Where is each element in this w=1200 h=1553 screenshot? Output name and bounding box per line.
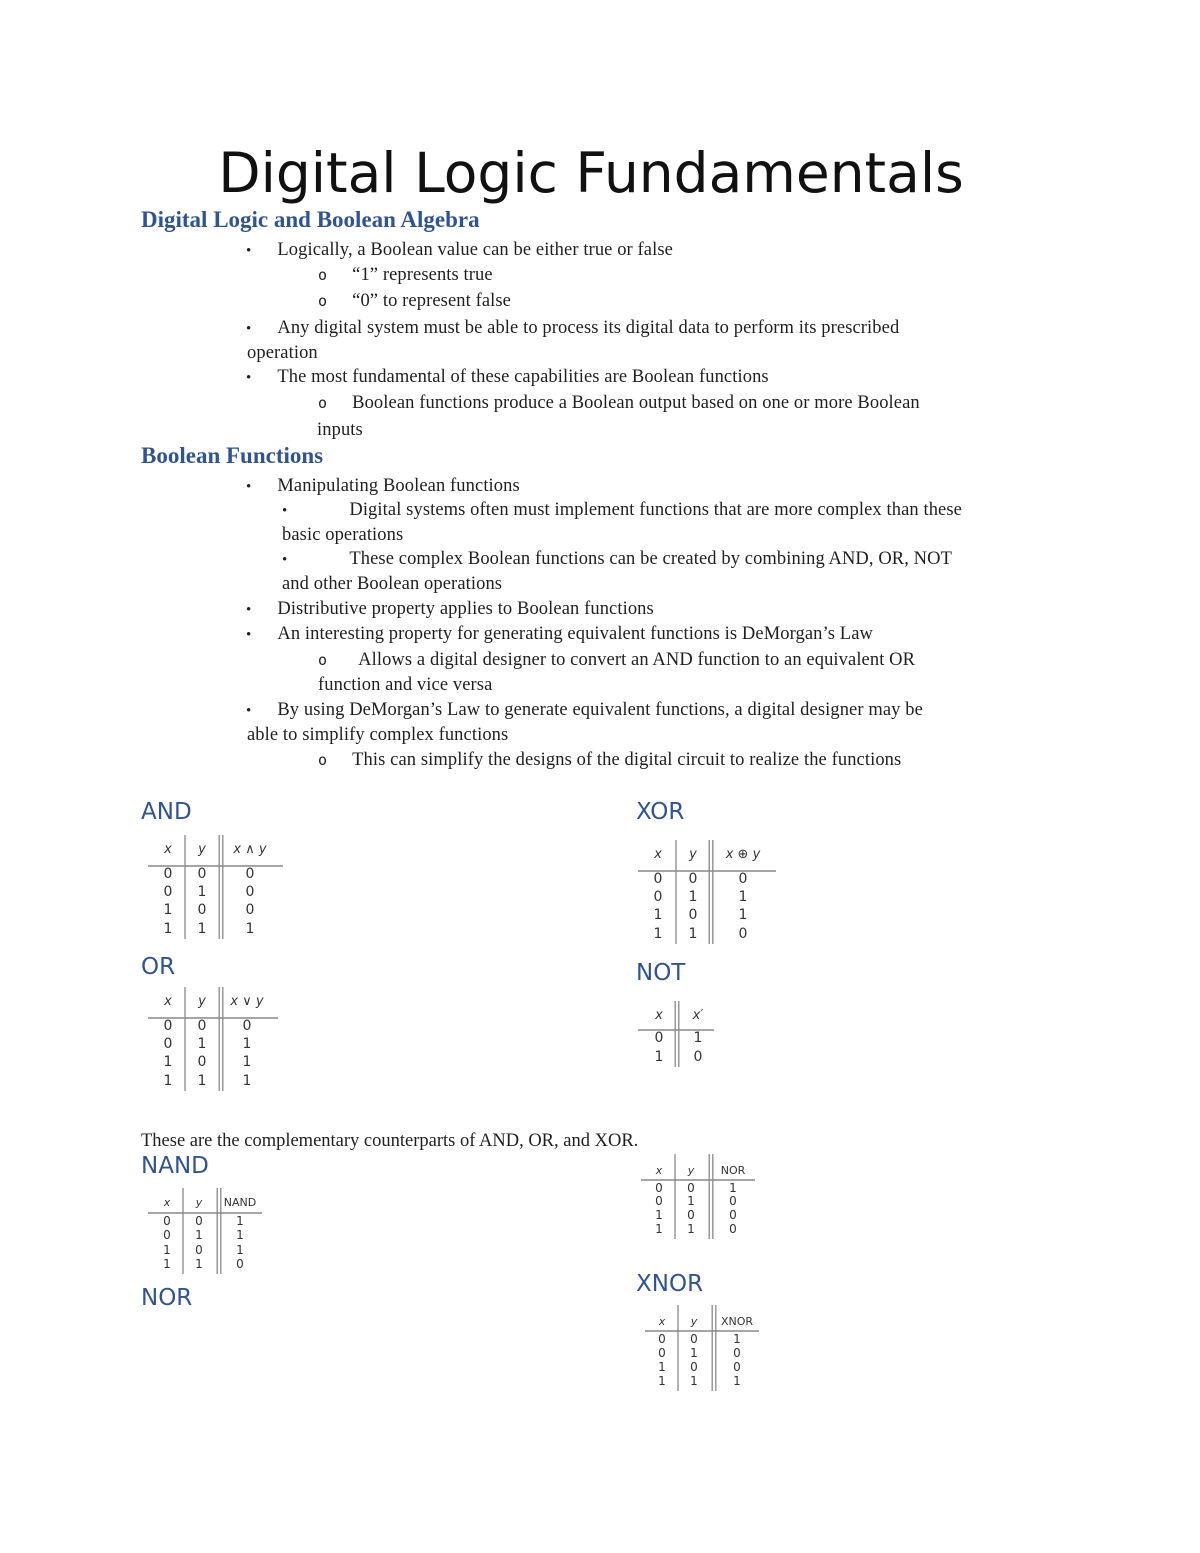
truth-table-or (146, 985, 286, 1097)
table-cell: 0 (163, 1228, 171, 1242)
gate-heading-or: OR (141, 954, 176, 980)
table-cell: 0 (729, 1194, 737, 1208)
truth-table-nand (146, 1186, 268, 1278)
table-cell: 0 (658, 1332, 666, 1346)
sub-bullet-icon: o (318, 292, 328, 310)
table-cell: 1 (688, 926, 698, 942)
table-cell: 0 (658, 1346, 666, 1360)
bullet-icon: • (246, 627, 252, 643)
table-cell: 1 (687, 1194, 695, 1208)
table-header-cell: y (689, 847, 697, 862)
table-cell: 0 (163, 1036, 173, 1052)
table-cell: 0 (163, 1018, 173, 1034)
bullet-icon: • (246, 479, 252, 495)
gate-heading-nor: NOR (141, 1285, 193, 1311)
list-item-continuation: function and vice versa (318, 675, 493, 695)
table-cell: 1 (688, 889, 698, 905)
table-cell: 0 (733, 1346, 741, 1360)
table-cell: 1 (236, 1228, 244, 1242)
list-item-continuation: able to simplify complex functions (247, 725, 509, 745)
table-cell: 1 (733, 1374, 741, 1388)
list-item: • By using DeMorgan’s Law to generate equivalent functions, a digital designer may be (246, 700, 923, 720)
gate-heading-nand: NAND (141, 1153, 209, 1179)
table-cell: 0 (733, 1360, 741, 1374)
table-cell: 0 (245, 884, 255, 900)
gate-heading-not: NOT (636, 960, 686, 986)
table-cell: 1 (242, 1036, 252, 1052)
table-cell: 1 (242, 1054, 252, 1070)
truth-table-xor (636, 838, 781, 950)
table-cell: 1 (197, 1073, 207, 1089)
truth-table-nor (639, 1152, 761, 1244)
table-cell: 0 (236, 1257, 244, 1271)
complement-note: These are the complementary counterparts of AND, OR, and XOR. (141, 1131, 639, 1151)
table-cell: 0 (197, 1054, 207, 1070)
list-item: o Boolean functions produce a Boolean output based on one or more Boolean (318, 393, 920, 413)
table-cell: 1 (653, 907, 663, 923)
table-cell: 1 (690, 1346, 698, 1360)
section-heading-boolean-algebra: Digital Logic and Boolean Algebra (141, 207, 480, 232)
table-cell: 1 (655, 1208, 663, 1222)
table-header-cell: x (163, 1196, 171, 1209)
bullet-icon: • (246, 243, 252, 259)
table-cell: 0 (729, 1222, 737, 1236)
table-header-cell: x (655, 1008, 663, 1023)
truth-table-not (636, 999, 721, 1071)
table-cell: 1 (729, 1181, 737, 1195)
table-header-cell: x (164, 994, 172, 1009)
table-cell: 0 (197, 1018, 207, 1034)
truth-table-xnor (643, 1303, 765, 1395)
table-cell: 1 (163, 1073, 173, 1089)
list-item: • These complex Boolean functions can be created by combining AND, OR, NOT (282, 549, 953, 569)
table-cell: 1 (163, 1243, 171, 1257)
bullet-icon: • (282, 552, 288, 568)
table-cell: 0 (688, 871, 698, 887)
gate-heading-xor: XOR (636, 799, 685, 825)
list-item: • An interesting property for generating equivalent functions is DeMorgan’s Law (246, 624, 873, 644)
table-cell: 0 (245, 866, 255, 882)
table-cell: 0 (693, 1049, 703, 1065)
table-cell: 1 (242, 1073, 252, 1089)
table-cell: 1 (163, 902, 173, 918)
table-header-cell: y (198, 994, 206, 1009)
table-header-cell: y (690, 1315, 698, 1328)
table-cell: 0 (738, 871, 748, 887)
table-cell: 1 (197, 884, 207, 900)
table-cell: 0 (197, 866, 207, 882)
table-header-cell: y (198, 842, 206, 857)
bullet-icon: • (246, 602, 252, 618)
table-cell: 1 (163, 1257, 171, 1271)
table-cell: 0 (195, 1214, 203, 1228)
table-cell: 0 (653, 871, 663, 887)
table-cell: 1 (690, 1374, 698, 1388)
table-cell: 0 (653, 889, 663, 905)
table-cell: 0 (729, 1208, 737, 1222)
table-header-cell: x ∧ y (233, 842, 267, 857)
table-cell: 1 (693, 1030, 703, 1046)
table-cell: 1 (236, 1243, 244, 1257)
table-header-cell: y (195, 1196, 203, 1209)
table-header-cell: x (658, 1315, 666, 1328)
table-header-cell: y (687, 1164, 695, 1177)
table-header-cell: x (164, 842, 172, 857)
section-heading-boolean-functions: Boolean Functions (141, 443, 324, 468)
list-item: o This can simplify the designs of the digital circuit to realize the functions (318, 750, 902, 770)
table-cell: 1 (658, 1374, 666, 1388)
table-cell: 0 (655, 1194, 663, 1208)
table-header-cell: NOR (720, 1164, 746, 1177)
bullet-icon: • (246, 321, 252, 337)
table-cell: 0 (690, 1360, 698, 1374)
table-cell: 0 (688, 907, 698, 923)
table-cell: 0 (654, 1030, 664, 1046)
list-item: • Manipulating Boolean functions (246, 476, 520, 496)
table-cell: 1 (655, 1222, 663, 1236)
sub-bullet-icon: o (318, 651, 328, 669)
list-item-continuation: and other Boolean operations (282, 574, 503, 594)
table-cell: 1 (195, 1228, 203, 1242)
bullet-icon: • (246, 370, 252, 386)
gate-heading-xnor: XNOR (636, 1271, 704, 1297)
table-cell: 1 (733, 1332, 741, 1346)
table-cell: 0 (163, 866, 173, 882)
table-cell: 1 (658, 1360, 666, 1374)
table-header-cell: XNOR (720, 1315, 754, 1328)
list-item: • Logically, a Boolean value can be either true or false (246, 240, 673, 260)
bullet-icon: • (246, 703, 252, 719)
list-item: o “0” to represent false (318, 291, 511, 311)
table-header-cell: x (654, 847, 662, 862)
table-cell: 1 (197, 1036, 207, 1052)
list-item-continuation: inputs (317, 420, 363, 440)
table-cell: 1 (738, 907, 748, 923)
table-cell: 0 (690, 1332, 698, 1346)
table-cell: 1 (687, 1222, 695, 1236)
table-header-cell: NAND (223, 1196, 257, 1209)
list-item: o Allows a digital designer to convert an AND function to an equivalent OR (318, 650, 916, 670)
gate-heading-and: AND (141, 799, 192, 825)
sub-bullet-icon: o (318, 394, 328, 412)
sub-bullet-icon: o (318, 266, 328, 284)
table-cell: 0 (738, 926, 748, 942)
bullet-icon: • (282, 503, 288, 519)
table-cell: 1 (653, 926, 663, 942)
table-cell: 0 (242, 1018, 252, 1034)
table-cell: 1 (654, 1049, 664, 1065)
page-title: Digital Logic Fundamentals (218, 141, 964, 205)
table-cell: 1 (197, 921, 207, 937)
table-cell: 0 (655, 1181, 663, 1195)
table-header-cell: x′ (692, 1008, 704, 1023)
table-header-cell: x (655, 1164, 663, 1177)
table-cell: 0 (245, 902, 255, 918)
table-header-cell: x ⊕ y (725, 847, 761, 862)
table-cell: 1 (195, 1257, 203, 1271)
list-item: • The most fundamental of these capabilities are Boolean functions (246, 367, 769, 387)
truth-table-and (146, 833, 286, 945)
list-item-continuation: basic operations (282, 525, 404, 545)
table-cell: 1 (163, 921, 173, 937)
table-cell: 0 (163, 1214, 171, 1228)
table-cell: 0 (197, 902, 207, 918)
table-header-cell: x ∨ y (230, 994, 264, 1009)
list-item: • Distributive property applies to Boolean functions (246, 599, 654, 619)
table-cell: 0 (195, 1243, 203, 1257)
sub-bullet-icon: o (318, 751, 328, 769)
table-cell: 0 (687, 1181, 695, 1195)
table-cell: 1 (245, 921, 255, 937)
table-cell: 0 (687, 1208, 695, 1222)
table-cell: 0 (163, 884, 173, 900)
table-cell: 1 (163, 1054, 173, 1070)
list-item-continuation: operation (247, 343, 318, 363)
list-item: • Digital systems often must implement functions that are more complex than these (282, 500, 962, 520)
table-cell: 1 (738, 889, 748, 905)
list-item: o “1” represents true (318, 265, 493, 285)
table-cell: 1 (236, 1214, 244, 1228)
list-item: • Any digital system must be able to process its digital data to perform its prescribed (246, 318, 900, 338)
